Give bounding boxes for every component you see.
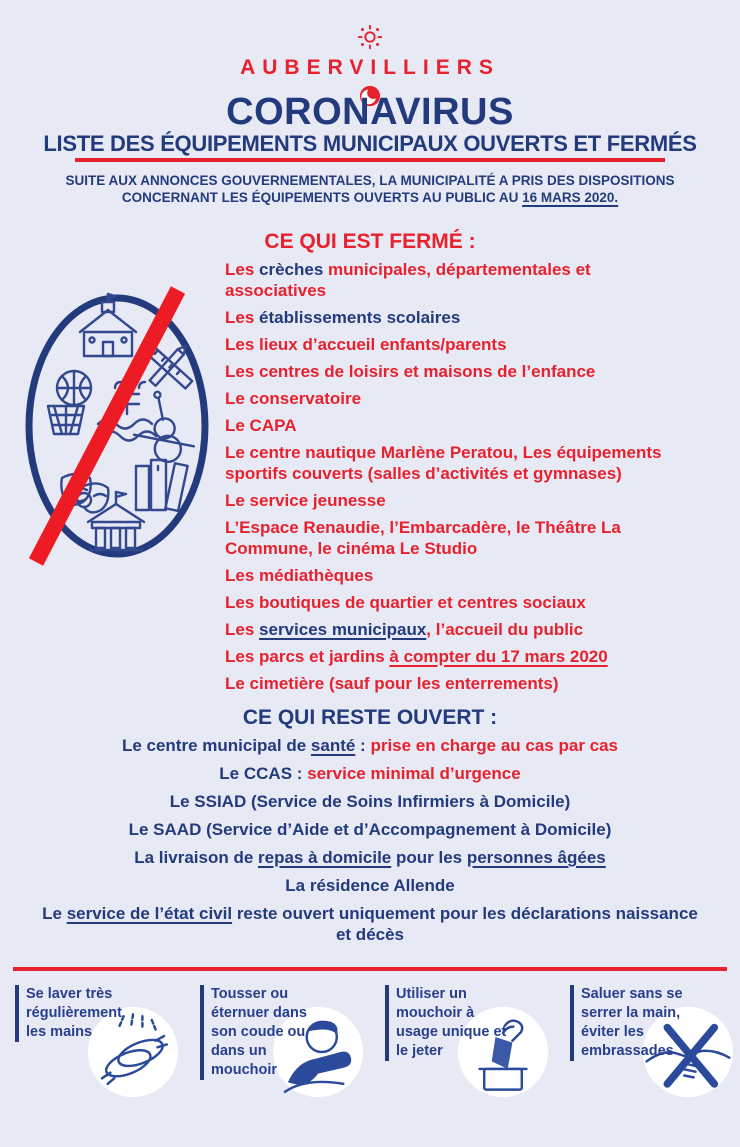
text-segment: à compter du 17 mars 2020 <box>389 647 608 666</box>
text-segment: municipales, départementales et associatives <box>225 260 591 300</box>
open-section-heading: CE QUI RESTE OUVERT : <box>242 706 498 729</box>
text-segment: Le conservatoire <box>225 389 362 408</box>
page-title: CORONAVIRUS <box>226 91 514 133</box>
intro-date: 16 MARS 2020. <box>522 190 619 205</box>
closed-item <box>225 388 673 409</box>
closed-section-heading: CE QUI EST FERMÉ : <box>264 230 476 253</box>
open-list <box>38 735 702 952</box>
text-segment: L’Espace Renaudie, l’Embarcadère, le Théâtre La Commune, le cinéma Le Studio <box>225 518 621 558</box>
books-icon <box>136 460 188 511</box>
text-segment: Les <box>225 308 260 327</box>
text-segment: Les <box>225 260 260 279</box>
closed-item <box>225 334 673 355</box>
hygiene-tips-bar <box>0 981 740 1127</box>
hygiene-tip <box>0 981 185 1127</box>
open-item <box>38 791 702 812</box>
open-item <box>38 875 702 896</box>
red-divider-bottom <box>13 967 727 971</box>
text-segment: reste ouvert uniquement pour les déclarations naissance et décès <box>232 904 698 944</box>
tip-label: Se laver très régulièrement les mains <box>15 985 143 1042</box>
text-segment: Le <box>42 904 67 923</box>
page-subtitle: LISTE DES ÉQUIPEMENTS MUNICIPAUX OUVERTS ET FERMÉS <box>43 131 697 156</box>
closed-item <box>225 490 673 511</box>
tip-label: Tousser ou éternuer dans son coude ou dans un mouchoir <box>200 985 328 1080</box>
hygiene-tip <box>370 981 555 1127</box>
text-segment: service de l’état civil <box>66 904 233 923</box>
text-segment: Le SSIAD (Service de Soins Infirmiers à Domicile) <box>169 792 571 811</box>
basketball-icon <box>48 371 91 434</box>
intro-line2: CONCERNANT LES ÉQUIPEMENTS OUVERTS AU PUBLIC AU <box>121 190 523 205</box>
closed-item <box>225 673 673 694</box>
intro-text <box>0 172 740 206</box>
closed-list <box>225 259 673 700</box>
text-segment: Le CCAS : <box>219 764 308 783</box>
city-name: AUBERVILLIERS <box>240 56 500 79</box>
intro-line1: SUITE AUX ANNONCES GOUVERNEMENTALES, LA MUNICIPALITÉ A PRIS DES DISPOSITIONS <box>65 173 675 188</box>
closed-item <box>225 565 673 586</box>
closed-item <box>225 361 673 382</box>
hygiene-tip <box>555 981 740 1127</box>
text-segment: : <box>355 736 371 755</box>
text-segment: Les lieux d’accueil enfants/parents <box>225 335 507 354</box>
closed-item <box>225 592 673 613</box>
text-segment: prise en charge au cas par cas <box>370 736 619 755</box>
text-segment: crèches <box>259 260 324 279</box>
text-segment: Les parcs et jardins <box>225 647 390 666</box>
text-segment: Les <box>225 620 260 639</box>
town-hall-icon <box>77 492 144 550</box>
text-segment: personnes âgées <box>466 848 606 867</box>
open-item <box>38 735 702 756</box>
tip-label: Utiliser un mouchoir à usage unique et le jeter <box>385 985 513 1061</box>
text-segment: Le centre nautique Marlène Peratou, Les équipements sportifs couverts (salles d’activités et gymnases) <box>225 443 662 483</box>
text-segment: La livraison de <box>134 848 259 867</box>
open-item <box>38 847 702 868</box>
tip-label: Saluer sans se serrer la main, éviter les embrassades <box>570 985 698 1061</box>
closed-item <box>225 619 673 640</box>
closed-facilities-badge <box>18 284 218 568</box>
text-segment: Les boutiques de quartier et centres sociaux <box>225 593 586 612</box>
open-item <box>38 903 702 945</box>
text-segment: Le SAAD (Service d’Aide et d’Accompagnement à Domicile) <box>128 820 612 839</box>
text-segment: Les médiathèques <box>225 566 374 585</box>
text-segment: repas à domicile <box>258 848 392 867</box>
closed-item <box>225 442 673 484</box>
open-item <box>38 763 702 784</box>
text-segment: Le cimetière (sauf pour les enterrements) <box>225 674 559 693</box>
hygiene-tip <box>185 981 370 1127</box>
closed-item <box>225 259 673 301</box>
text-segment: Le centre municipal de <box>121 736 311 755</box>
closed-item <box>225 517 673 559</box>
text-segment: , l’accueil du public <box>426 620 584 639</box>
closed-item <box>225 415 673 436</box>
open-item <box>38 819 702 840</box>
sun-icon <box>355 22 385 52</box>
text-segment: pour les <box>391 848 467 867</box>
closed-item <box>225 646 673 667</box>
text-segment: services municipaux <box>259 620 427 639</box>
text-segment: Les centres de loisirs et maisons de l’enfance <box>225 362 596 381</box>
closed-item <box>225 307 673 328</box>
text-segment: établissements scolaires <box>259 308 461 327</box>
text-segment: La résidence Allende <box>285 876 455 895</box>
text-segment: Le service jeunesse <box>225 491 386 510</box>
red-divider-top <box>75 158 665 162</box>
text-segment: santé <box>310 736 356 755</box>
text-segment: Le CAPA <box>225 416 297 435</box>
text-segment: service minimal d’urgence <box>307 764 521 783</box>
